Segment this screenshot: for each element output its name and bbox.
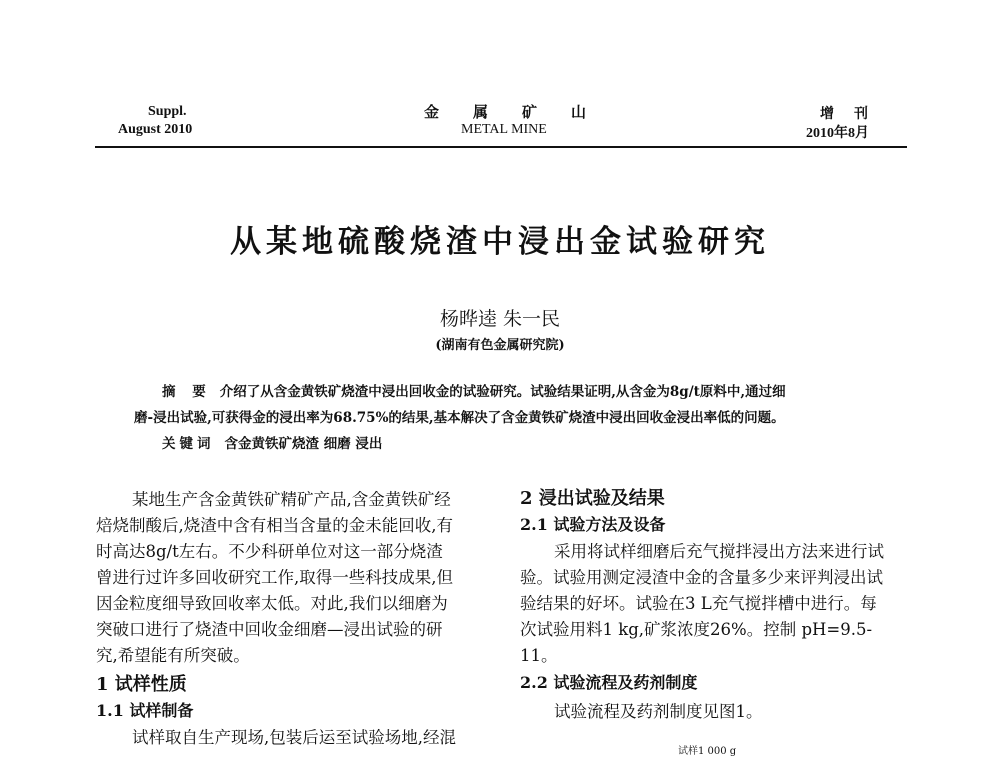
section-2-heading: 2 浸出试验及结果 <box>520 488 665 509</box>
left-para-line: 突破口进行了烧渣中回收金细磨—浸出试验的研 <box>96 620 443 639</box>
left-para-line: 曾进行过许多回收研究工作,取得一些科技成果,但 <box>96 568 453 587</box>
right-para-line: 11。 <box>520 646 558 665</box>
header-date-cn: 2010年8月 <box>806 126 869 141</box>
header-supplement: Suppl. <box>148 104 187 119</box>
abstract-line-1 <box>162 380 786 400</box>
affiliation: (湖南有色金属研究院) <box>435 338 565 353</box>
section-2-1-heading: 2.1 试验方法及设备 <box>520 515 666 534</box>
header-journal-en: METAL MINE <box>461 122 547 137</box>
abstract-text-1: 介绍了从含金黄铁矿烧渣中浸出回收金的试验研究。试验结果证明,从含金为8g/t原料中,通过细 <box>219 384 786 400</box>
section-1-heading: 1 试样性质 <box>96 674 187 695</box>
header-supplement-cn: 增刊 <box>820 107 888 122</box>
keywords <box>162 432 382 452</box>
authors: 杨晔逵 朱一民 <box>439 308 561 330</box>
right-para-line: 验。试验用测定浸渣中金的含量多少来评判浸出试 <box>520 568 883 587</box>
left-para-line: 焙烧制酸后,烧渣中含有相当含量的金未能回收,有 <box>96 516 453 535</box>
header-date-en: August 2010 <box>118 122 193 137</box>
header-rule <box>95 146 907 148</box>
keywords-label: 关键词 <box>162 436 215 452</box>
keywords-text: 含金黄铁矿烧渣 细磨 浸出 <box>224 436 383 452</box>
left-para-line: 时高达8g/t左右。不少科研单位对这一部分烧渣 <box>96 542 443 561</box>
left-para-line: 因金粒度细导致回收率太低。对此,我们以细磨为 <box>96 594 448 613</box>
section-1-1-heading: 1.1 试样制备 <box>96 701 194 720</box>
figure-flow-start: 试样1 000 g <box>678 746 737 757</box>
abstract-line-2: 磨-浸出试验,可获得金的浸出率为68.75%的结果,基本解决了含金黄铁矿烧渣中浸出回收金浸出率低的问题。 <box>134 410 785 426</box>
left-para-line: 究,希望能有所突破。 <box>96 646 250 665</box>
left-para-line: 试样取自生产现场,包装后运至试验场地,经混 <box>132 728 456 747</box>
right-para-line: 采用将试样细磨后充气搅拌浸出方法来进行试 <box>554 542 884 561</box>
right-para-line: 验结果的好坏。试验在3 L充气搅拌槽中进行。每 <box>520 594 877 613</box>
paper-title: 从某地硫酸烧渣中浸出金试验研究 <box>230 224 770 260</box>
left-para-line: 某地生产含金黄铁矿精矿产品,含金黄铁矿经 <box>132 490 451 509</box>
header-journal-cn: 金属矿山 <box>424 103 621 121</box>
right-para-line: 试验流程及药剂制度见图1。 <box>554 702 763 721</box>
abstract-label: 摘 要 <box>162 384 212 400</box>
right-para-line: 次试验用料1 kg,矿浆浓度26%。控制 pH=9.5- <box>520 620 873 639</box>
section-2-2-heading: 2.2 试验流程及药剂制度 <box>520 673 698 692</box>
